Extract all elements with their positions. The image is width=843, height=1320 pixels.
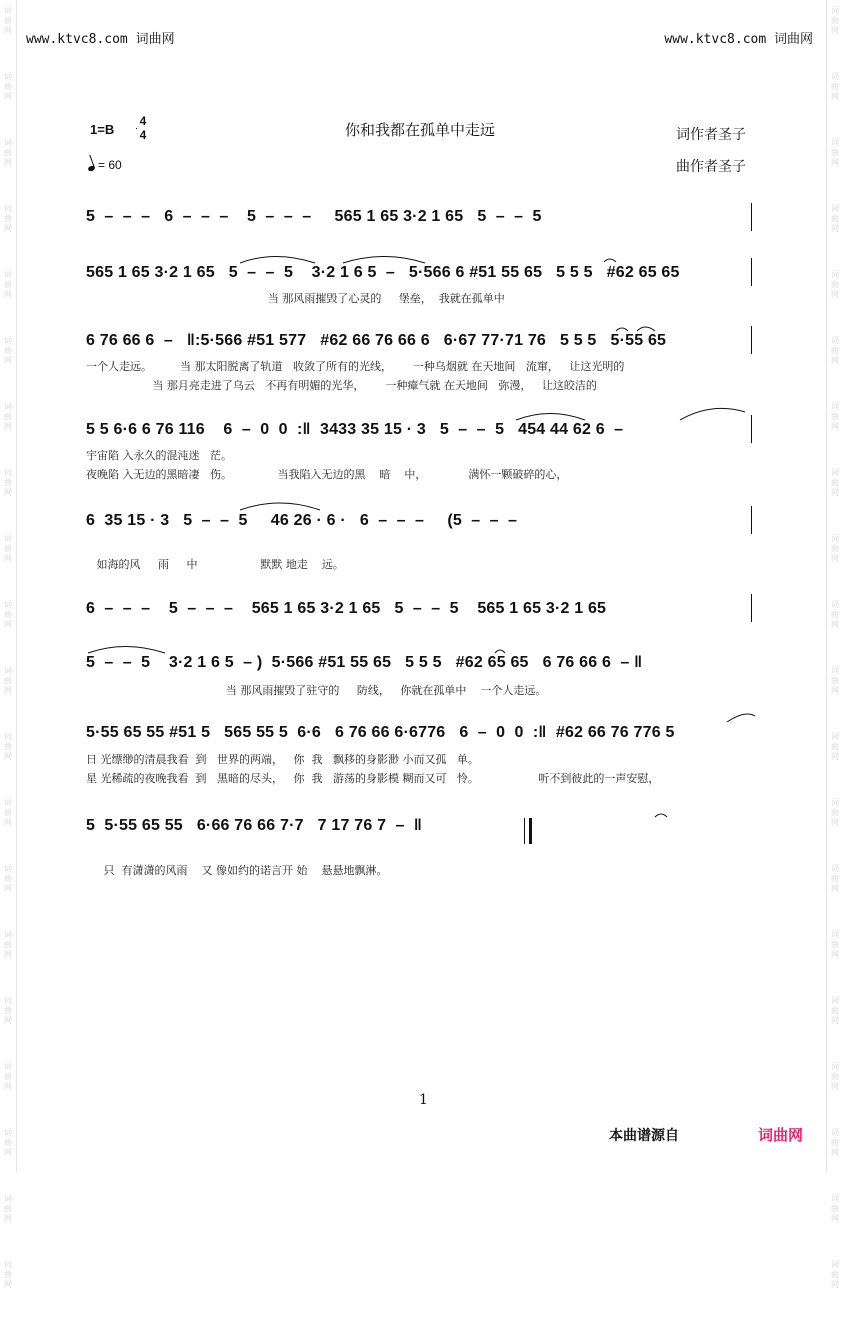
score-row-3-lyric-2: 当 那月亮走进了乌云 不再有明媚的光华， 一种瘴气就 在天地间 弥漫， 让这皎洁的 [86,379,597,392]
watermark-block: 词 曲 网 [4,468,12,497]
watermark-block: 词 曲 网 [4,534,12,563]
watermark-block: 词 曲 网 [4,600,12,629]
watermark-block: 词 曲 网 [831,72,839,101]
score-row-2-notes: 565 1 65 3·2 1 65 5 – – 5 3·2 1 6 5 – 5·566 6 #51 55 65 5 5 5 #62 65 65 [86,264,680,281]
footer-source-label: 本曲谱源自 [609,1128,679,1144]
watermark-block: 词 曲 网 [4,6,12,35]
score-row-7-lyric-1: 当 那风雨摧毁了驻守的 防线， 你就在孤单中 一个人走远。 [86,684,547,697]
watermark-block: 词 曲 网 [831,798,839,827]
watermark-block: 词 曲 网 [4,336,12,365]
watermark-block: 词 曲 网 [4,138,12,167]
score-row-5-lyric-1: 如海的风 雨 中 默默 地走 远。 [86,558,344,571]
score-row-3-notes: 6 76 66 6 – ‖:5·566 #51 577 #62 66 76 66 6 6·67 77·71 76 5 5 5 5·55 65 [86,332,667,349]
score-row-4-lyric-1: 宇宙陷 入永久的混沌迷 茫。 [86,449,232,462]
watermark-block: 词 曲 网 [831,204,839,233]
watermark-block: 词 曲 网 [831,138,839,167]
score-row-7-notes: 5 – – 5 3·2 1 6 5 – ) 5·566 #51 55 65 5 5 5 #62 65 65 6 76 66 6 – ‖ [86,654,643,671]
watermark-block: 词 曲 网 [831,6,839,35]
watermark-block: 词 曲 网 [4,1062,12,1091]
page-number: 1 [419,1092,428,1108]
watermark-block: 词 曲 网 [831,534,839,563]
watermark-block: 词 曲 网 [4,1260,12,1289]
score-row-1-notes: 5 – – – 6 – – – 5 – – – 565 1 65 3·2 1 65 5 – – 5 [86,208,542,225]
watermark-block: 词 曲 网 [4,1128,12,1157]
watermark-block: 词 曲 网 [831,600,839,629]
watermark-block: 词 曲 网 [831,270,839,299]
score-row-2-lyric-1: 当 那风雨摧毁了心灵的 堡垒， 我就在孤单中 [86,292,505,305]
score-row-5-notes: 6 35 15 · 3 5 – – 5 46 26 · 6 · 6 – – – (5 – – – [86,512,518,529]
watermark-block: 词 曲 网 [831,732,839,761]
time-signature-bottom: 4 [139,128,147,142]
watermark-block: 词 曲 网 [4,930,12,959]
watermark-block: 词 曲 网 [4,402,12,431]
watermark-block: 词 曲 网 [4,666,12,695]
watermark-block: 词 曲 网 [831,666,839,695]
score-row-8-notes: 5·55 65 55 #51 5 565 55 5 6·6 6 76 66 6·6776 6 – 0 0 :‖ #62 66 76 776 5 [86,724,675,741]
watermark-block: 词 曲 网 [4,72,12,101]
score-row-3-lyric-1: 一个人走远。 当 那太阳脱离了轨道 收敛了所有的光线， 一种乌烟就 在天地间 流窜， 让这光明的 [86,360,625,373]
watermark-block: 词 曲 网 [831,1062,839,1091]
time-signature-top: 4 [139,114,147,128]
score-row-4-notes: 5 5 6·6 6 76 116 6 – 0 0 :‖ 3433 35 15 · 3 5 – – 5 454 44 62 6 – [86,421,624,438]
watermark-block: 词 曲 网 [831,468,839,497]
score-row-8-lyric-1: 日 光缥缈的清晨我看 到 世界的两端， 你 我 飘移的身影渺 小而又孤 单。 [86,753,479,766]
score-row-9-lyric-1: 只 有潇潇的风雨 又 像如约的诺言开 始 悬悬地飘淋。 [86,864,388,877]
score-row-9-notes: 5 5·55 65 55 6·66 76 66 7·7 7 17 76 7 – ‖ [86,817,423,834]
song-title: 你和我都在孤单中走远 [345,121,496,139]
watermark-block: 词 曲 网 [831,864,839,893]
header-site-left[interactable]: www.ktvc8.com 词曲网 [26,32,175,47]
watermark-block: 词 曲 网 [831,1194,839,1223]
score-row-6-notes: 6 – – – 5 – – – 565 1 65 3·2 1 65 5 – – 5 565 1 65 3·2 1 65 [86,600,607,617]
watermark-block: 词 曲 网 [4,864,12,893]
composer-credit: 曲作者圣子 [676,159,746,175]
key-signature: 1=B [90,122,115,137]
footer-brand-link[interactable]: 词曲网 [758,1126,804,1144]
watermark-block: 词 曲 网 [4,1194,12,1223]
watermark-block: 词 曲 网 [4,732,12,761]
watermark-block: 词 曲 网 [831,336,839,365]
lyricist-credit: 词作者圣子 [676,127,746,143]
watermark-block: 词 曲 网 [4,798,12,827]
watermark-block: 词 曲 网 [831,1128,839,1157]
watermark-block: 词 曲 网 [4,204,12,233]
score-row-4-lyric-2: 夜晚陷 入无边的黑暗凄 伤。 当我陷入无边的黑 暗 中， 满怀一颗破碎的心， [86,468,568,481]
watermark-block: 词 曲 网 [831,930,839,959]
watermark-block: 词 曲 网 [4,996,12,1025]
watermark-block: 词 曲 网 [831,1260,839,1289]
score-row-8-lyric-2: 星 光稀疏的夜晚我看 到 黑暗的尽头， 你 我 游荡的身影模 糊而又可 怜。 听不到彼此的一声安慰， [86,772,660,785]
tempo-value: = 60 [98,158,122,172]
watermark-block: 词 曲 网 [831,402,839,431]
header-site-right[interactable]: www.ktvc8.com 词曲网 [664,32,813,47]
watermark-block: 词 曲 网 [4,270,12,299]
watermark-block: 词 曲 网 [831,996,839,1025]
